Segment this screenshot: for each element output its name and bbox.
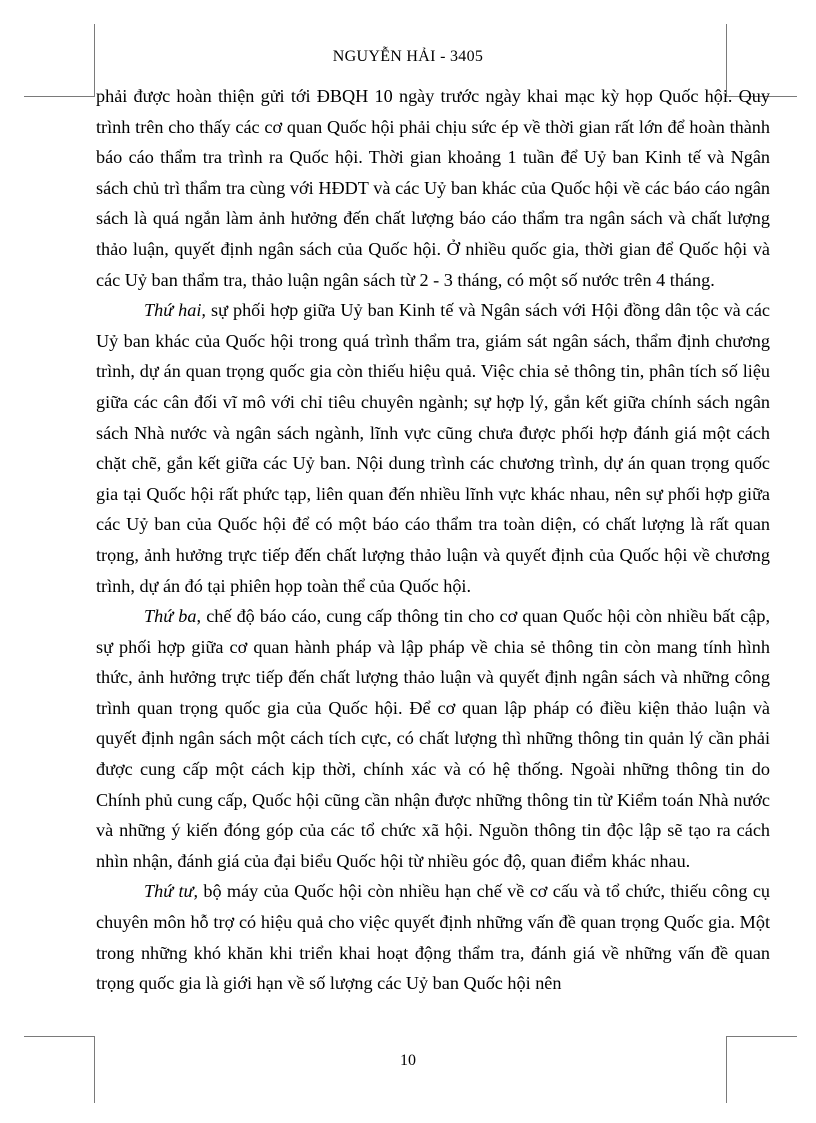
paragraph-thu-hai [96, 295, 770, 601]
paragraph-text: , chế độ báo cáo, cung cấp thông tin cho cơ quan Quốc hội còn nhiều bất cập, sự phối hợp giữa cơ quan hành pháp và lập pháp về chia sẻ thông tin còn mang tính hình thức, ảnh hưởng trực tiếp đến chất lượng thảo luận và quyết định ngân sách và những công trình quan trọng quốc gia của Quốc hội. Để cơ quan lập pháp có điều kiện thảo luận và quyết định ngân sách một cách tích cực, có chất lượng thì những thông tin quản lý cần phải được cung cấp một cách kịp thời, chính xác và có hệ thống. Ngoài những thông tin do Chính phủ cung cấp, Quốc hội cũng cần nhận được những thông tin từ Kiểm toán Nhà nước và những ý kiến đóng góp của các tổ chức xã hội. Nguồn thông tin độc lập sẽ tạo ra cách nhìn nhận, đánh giá của đại biểu Quốc hội từ nhiều góc độ, quan điểm khác nhau. [96, 606, 770, 871]
paragraph-thu-tu [96, 876, 770, 998]
paragraph-text: sự phối hợp giữa Uỷ ban Kinh tế và Ngân sách với Hội đồng dân tộc và các Uỷ ban khác của Quốc hội trong quá trình thẩm tra, giám sát ngân sách, thẩm định chương trình, dự án quan trọng quốc gia còn thiếu hiệu quả. Việc chia sẻ thông tin, phân tích số liệu giữa các cân đối vĩ mô với chỉ tiêu chuyên ngành; sự hợp lý, gắn kết giữa chính sách ngân sách Nhà nước và ngân sách ngành, lĩnh vực cũng chưa được phối hợp đánh giá một cách chặt chẽ, gắn kết giữa các Uỷ ban. Nội dung trình các chương trình, dự án quan trọng quốc gia tại Quốc hội rất phức tạp, liên quan đến nhiều lĩnh vực khác nhau, nên sự phối hợp giữa các Uỷ ban của Quốc hội để có một báo cáo thẩm tra toàn diện, có chất lượng là rất quan trọng, ảnh hưởng trực tiếp đến chất lượng thảo luận và quyết định của Quốc hội về chương trình, dự án đó tại phiên họp toàn thể của Quốc hội. [96, 300, 770, 596]
paragraph-text: phải được hoàn thiện gửi tới ĐBQH 10 ngày trước ngày khai mạc kỳ họp Quốc hội. Quy trình trên cho thấy các cơ quan Quốc hội phải chịu sức ép về thời gian rất lớn để hoàn thành báo cáo thẩm tra trình ra Quốc hội. Thời gian khoảng 1 tuần để Uỷ ban Kinh tế và Ngân sách chủ trì thẩm tra cùng với HĐDT và các Uỷ ban khác của Quốc hội về các báo cáo ngân sách là quá ngắn làm ảnh hưởng đến chất lượng báo cáo thẩm tra ngân sách và chất lượng thảo luận, quyết định ngân sách của Quốc hội. Ở nhiều quốc gia, thời gian để Quốc hội và các Uỷ ban thẩm tra, thảo luận ngân sách từ 2 - 3 tháng, có một số nước trên 4 tháng. [96, 86, 770, 290]
paragraph-text: , bộ máy của Quốc hội còn nhiều hạn chế về cơ cấu và tổ chức, thiếu công cụ chuyên môn hỗ trợ có hiệu quả cho việc quyết định những vấn đề quan trọng Quốc gia. Một trong những khó khăn khi triển khai hoạt động thẩm tra, đánh giá về những vấn đề quan trọng quốc gia là giới hạn về số lượng các Uỷ ban Quốc hội nên [96, 881, 770, 994]
page-header: NGUYỄN HẢI - 3405 [332, 48, 484, 65]
paragraph-lead: Thứ hai, [144, 300, 206, 321]
paragraph-lead: Thứ ba [144, 606, 197, 627]
document-body [96, 81, 770, 999]
paragraph-thu-ba [96, 601, 770, 876]
paragraph-lead: Thứ tư [144, 881, 194, 902]
page-number: 10 [400, 1052, 416, 1069]
paragraph-continuation [96, 81, 770, 295]
